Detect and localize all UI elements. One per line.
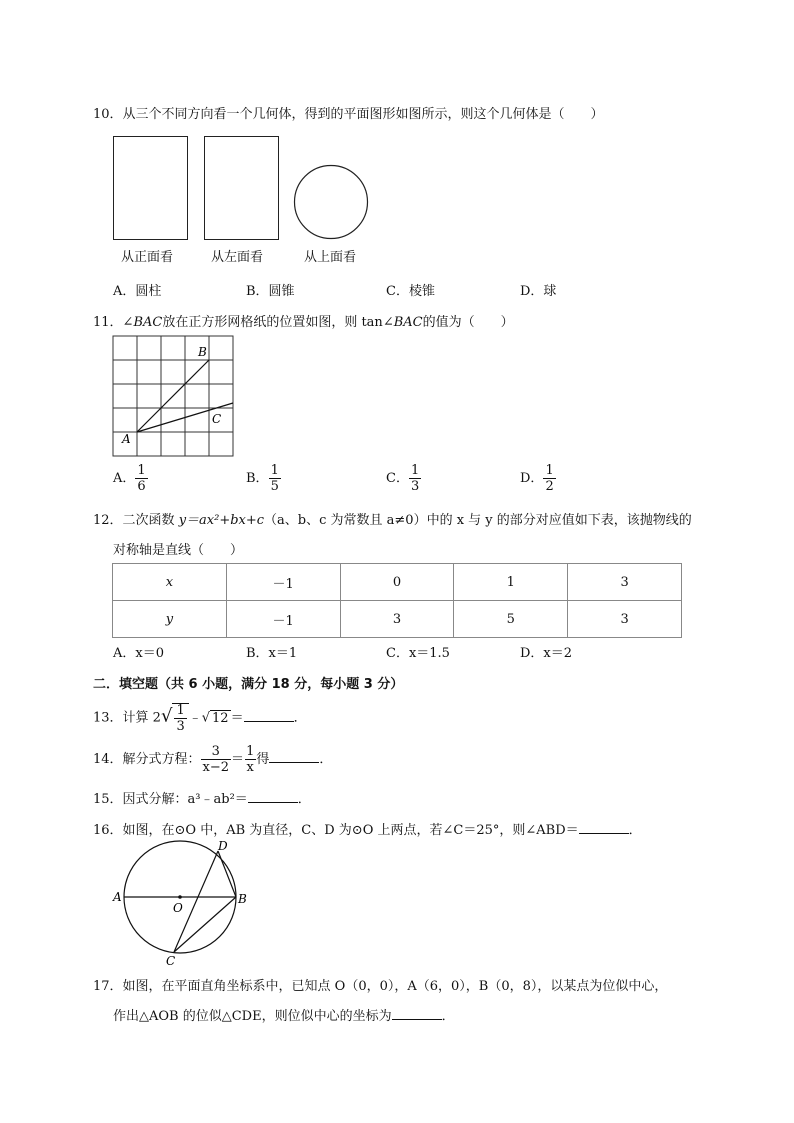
label-a: A [122,432,131,446]
table-cell: －1 [226,601,340,638]
q10-option-b: B．圆锥 [246,284,295,299]
q11-option-b: B． $\frac{1}{5}$ [246,463,279,494]
q11-stem: 11．∠BAC放在正方形网格纸的位置如图，则 tan∠BAC的值为（ ） [93,315,514,330]
q15: 15．因式分解：a³﹣ab²＝ ． [93,792,311,807]
q10-option-d: D．球 [520,284,557,299]
top-view-circle [293,164,373,244]
answer-blank[interactable] [269,750,319,763]
table-row [113,564,682,601]
q13: 13．计算 2√ $\frac{1}{3}$ ﹣√ 12 ＝ ． [93,703,307,734]
q11-option-d: D． $\frac{1}{2}$ [520,463,554,494]
answer-blank[interactable] [392,1007,442,1020]
answer-blank[interactable] [244,709,294,722]
label-o: O [173,901,183,915]
table-cell: x [165,574,174,590]
table-cell: 3 [568,564,682,601]
table-row [113,601,682,638]
q12-value-table [112,563,682,638]
label-a: A [113,890,122,904]
label-b: B [238,892,247,906]
table-cell: y [165,611,174,627]
chord-cb [174,897,236,952]
q12-option-d: D．x＝2 [520,646,573,661]
table-cell: 3 [568,601,682,638]
label-b: B [198,345,207,359]
q12-option-b: B．x＝1 [246,646,298,661]
q10-option-c: C．棱锥 [386,284,435,299]
q12-stem-line1: 12．二次函数 y＝ax²+bx+c（a、b、c 为常数且 a≠0）中的 x 与 y 的部分对应值如下表，该抛物线的 [93,513,692,528]
table-cell: 5 [454,601,568,638]
label-c: C [212,412,222,426]
left-view-rect [204,136,279,240]
label-c: C [166,954,176,968]
q10-stem: 10．从三个不同方向看一个几何体，得到的平面图形如图所示，则这个几何体是（ ） [93,107,604,122]
q12-option-c: C．x＝1.5 [386,646,450,661]
table-cell: 3 [340,601,454,638]
table-cell: 0 [340,564,454,601]
table-cell: －1 [226,564,340,601]
front-view-rect [113,136,188,240]
q11-grid-figure [112,335,238,457]
q12-option-a: A．x＝0 [113,646,164,661]
q11-option-a: A． $\frac{1}{6}$ [113,463,146,494]
left-view-label: 从左面看 [211,250,264,265]
q16-circle-figure [108,838,256,968]
answer-blank[interactable] [579,821,629,834]
top-view-label: 从上面看 [304,250,357,265]
q10-option-a: A．圆柱 [113,284,162,299]
q16: 16．如图，在⊙O 中，AB 为直径，C、D 为⊙O 上两点，若∠C＝25°，则∠ABD＝ ． [93,823,642,838]
q17-line2: 作出△AOB 的位似△CDE，则位似中心的坐标为 ． [113,1009,455,1024]
q14: 14．解分式方程： $\frac{3}{x-2}$ ＝ $\frac{1}{x}$ 得 ． [93,744,333,775]
section-2-heading: 二．填空题（共 6 小题，满分 18 分，每小题 3 分） [93,677,404,692]
q11-option-c: C． $\frac{1}{3}$ [386,463,420,494]
q17-line1: 17．如图，在平面直角坐标系中，已知点 O（0，0），A（6，0），B（0，8），以某点为位似中心， [93,979,668,994]
q12-stem-line2: 对称轴是直线（ ） [113,543,244,558]
answer-blank[interactable] [248,790,298,803]
front-view-label: 从正面看 [121,250,174,265]
table-cell: 1 [454,564,568,601]
label-d: D [218,839,228,853]
center-dot [178,895,182,899]
chord-db [218,851,236,897]
